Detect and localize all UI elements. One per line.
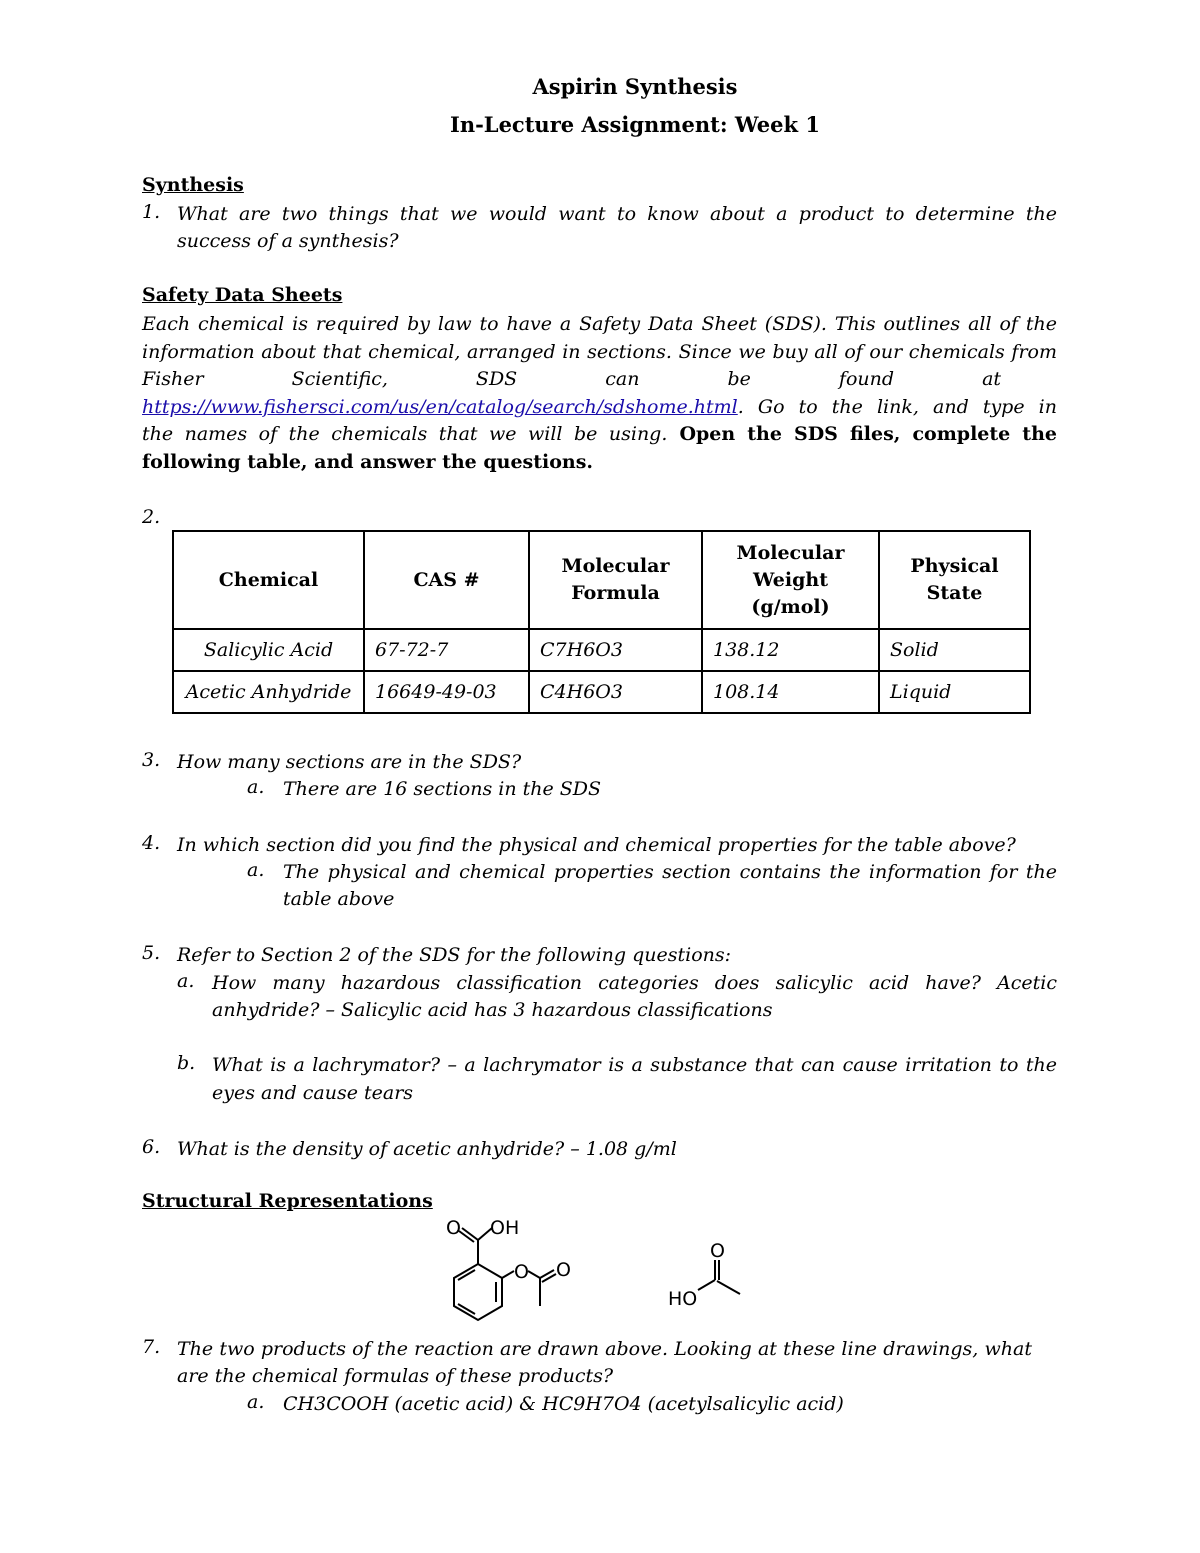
- aspirin-structure: [454, 1228, 556, 1320]
- q5b-line2: eyes and cause tears: [212, 1082, 414, 1104]
- sds-line3: Fisher Scientific, SDS can be found at: [142, 368, 1002, 390]
- aspirin-oh: OH: [490, 1217, 520, 1239]
- q7-answer-label: a.: [247, 1391, 265, 1413]
- q4-answer-line1: The physical and chemical properties section contains the information for the: [283, 861, 1057, 883]
- sds-heading: Safety Data Sheets: [142, 284, 343, 306]
- table-cell: Solid: [879, 629, 1030, 671]
- acetic-o: O: [710, 1240, 725, 1262]
- q4-number: 4.: [142, 832, 161, 854]
- q1-line2: success of a synthesis?: [177, 230, 399, 252]
- q1-number: 1.: [142, 201, 161, 223]
- q7-answer: CH3COOH (acetic acid) & HC9H7O4 (acetylsalicylic acid): [283, 1393, 844, 1415]
- table-row: [173, 671, 1030, 713]
- aspirin-ester-o: O: [514, 1261, 529, 1283]
- sds-line1: Each chemical is required by law to have a Safety Data Sheet (SDS). This outlines all of the: [142, 313, 1057, 335]
- q7-line1: The two products of the reaction are drawn above. Looking at these line drawings, what: [177, 1338, 1032, 1360]
- sds-line6: following table, and answer the questions.: [142, 451, 594, 473]
- q5-text: Refer to Section 2 of the SDS for the following questions:: [177, 944, 732, 966]
- table-cell: 16649-49-03: [364, 671, 529, 713]
- q5b-label: b.: [177, 1052, 196, 1074]
- acetic-ho: HO: [668, 1288, 698, 1310]
- table-header: Molecular Formula: [529, 531, 702, 629]
- q5-number: 5.: [142, 942, 161, 964]
- table-header: CAS #: [364, 531, 529, 629]
- document-subtitle: In-Lecture Assignment: Week 1: [450, 112, 820, 137]
- table-row: [173, 629, 1030, 671]
- sds-line4: [142, 394, 1057, 421]
- q3-answer-label: a.: [247, 776, 265, 798]
- sds-link[interactable]: https://www.fishersci.com/us/en/catalog/search/sdshome.html: [142, 396, 738, 418]
- q7-number: 7.: [142, 1336, 161, 1358]
- table-header: Physical State: [879, 531, 1030, 629]
- table-header-row: [173, 531, 1030, 629]
- table-header: Chemical: [173, 531, 364, 629]
- document-title: Aspirin Synthesis: [532, 74, 738, 99]
- q4-answer-line2: table above: [283, 888, 395, 910]
- aspirin-ester-carbonyl-o: O: [556, 1259, 571, 1281]
- table-cell: 108.14: [702, 671, 879, 713]
- q5a-line2: anhydride? – Salicylic acid has 3 hazardous classifications: [212, 999, 773, 1021]
- q3-number: 3.: [142, 749, 161, 771]
- sds-line5-bold: Open the SDS files, complete the: [667, 423, 1057, 445]
- sds-table: [172, 530, 1031, 714]
- sds-line4-rest: . Go to the link, and type in: [737, 396, 1057, 418]
- q2-number: 2.: [142, 506, 161, 528]
- table-cell: 138.12: [702, 629, 879, 671]
- acetic-acid-structure: [698, 1260, 740, 1294]
- q4-answer-label: a.: [247, 859, 265, 881]
- table-cell: Liquid: [879, 671, 1030, 713]
- table-cell: Salicylic Acid: [173, 629, 364, 671]
- synthesis-heading: Synthesis: [142, 174, 244, 196]
- sds-line2: information about that chemical, arranged in sections. Since we buy all of our chemicals from: [142, 341, 1057, 363]
- q5a-line1: How many hazardous classification categories does salicylic acid have? Acetic: [212, 972, 1057, 994]
- chemical-structures: [430, 1210, 760, 1335]
- q3-answer: There are 16 sections in the SDS: [283, 778, 602, 800]
- q6-number: 6.: [142, 1136, 161, 1158]
- q5a-label: a.: [177, 970, 195, 992]
- q5b-line1: What is a lachrymator? – a lachrymator is a substance that can cause irritation to the: [212, 1054, 1057, 1076]
- q6-text: What is the density of acetic anhydride? – 1.08 g/ml: [177, 1138, 677, 1160]
- sds-line5-italic: the names of the chemicals that we will be using.: [142, 423, 668, 445]
- q3-text: How many sections are in the SDS?: [177, 751, 522, 773]
- sds-line5: [142, 421, 1057, 448]
- table-header: Molecular Weight (g/mol): [702, 531, 879, 629]
- q4-text: In which section did you find the physical and chemical properties for the table above?: [177, 834, 1016, 856]
- benzene-ring: [454, 1264, 502, 1320]
- aspirin-carbonyl-o: O: [446, 1217, 461, 1239]
- q1-line1: What are two things that we would want to know about a product to determine the: [177, 203, 1057, 225]
- table-cell: C7H6O3: [529, 629, 702, 671]
- table-cell: C4H6O3: [529, 671, 702, 713]
- structural-heading: Structural Representations: [142, 1190, 433, 1212]
- table-cell: 67-72-7: [364, 629, 529, 671]
- table-cell: Acetic Anhydride: [173, 671, 364, 713]
- q7-line2: are the chemical formulas of these products?: [177, 1365, 614, 1387]
